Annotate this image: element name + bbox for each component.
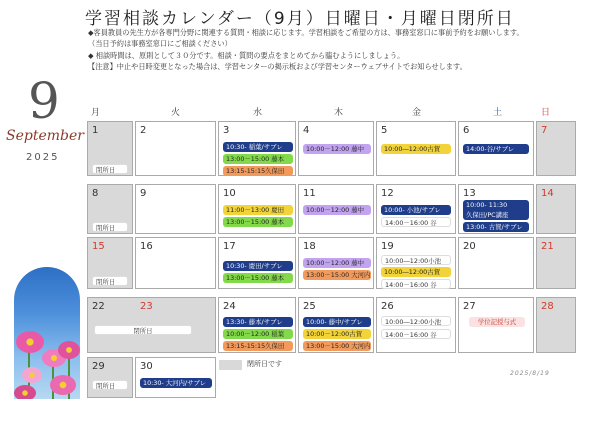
- signature-date: 2025/8/19: [510, 370, 550, 377]
- day-cell-12[interactable]: [376, 184, 456, 234]
- day-cell-14[interactable]: [536, 184, 576, 234]
- closed-label: 閉所日: [92, 222, 128, 232]
- event-item[interactable]: 11:00－13:00 慶田: [223, 205, 293, 215]
- day-number: 5: [381, 125, 388, 136]
- event-item[interactable]: 10:00- 11:30: [463, 200, 529, 210]
- note-line: ◆客員教員の先生方が各専門分野に関連する質問・相談に応じます。学習相談をご希望の方は、事務室窓口に事前予約をお願いします。: [88, 28, 524, 37]
- day-cell-6[interactable]: [458, 121, 534, 176]
- day-cell-3[interactable]: [218, 121, 296, 176]
- note-line: （当日予約は事務室窓口にご相談ください）: [88, 39, 232, 49]
- day-number: 21: [541, 241, 554, 252]
- day-cell-19[interactable]: [376, 237, 456, 289]
- day-number: 18: [303, 241, 316, 252]
- event-item[interactable]: 10:30- 大河内/サブレ: [140, 378, 212, 388]
- note-line: 【注意】中止や日時変更となった場合は、学習センターの掲示板および学習センターウェブサイトでお知らせします。: [88, 62, 467, 72]
- event-item[interactable]: 13:00－15:00 大河内: [303, 341, 371, 351]
- event-item[interactable]: 13:00－15:00 藤本: [223, 217, 293, 227]
- day-number: 23: [140, 301, 153, 312]
- day-number: 13: [463, 188, 476, 199]
- year-label: 2025: [26, 152, 60, 163]
- day-number: 16: [140, 241, 153, 252]
- event-item[interactable]: 13:30- 藤本/サブレ: [223, 317, 293, 327]
- event-item[interactable]: 10:00―12:00古賀: [381, 144, 451, 154]
- weekday-thu: 木: [334, 108, 344, 118]
- month-number: 9: [28, 72, 60, 130]
- event-item[interactable]: 10:00- 藤中/サブレ: [303, 317, 371, 327]
- cosmos-flower: [50, 375, 76, 395]
- cosmos-flower: [16, 331, 44, 353]
- day-number: 8: [92, 188, 99, 199]
- weekday-fri: 金: [412, 108, 422, 118]
- event-item[interactable]: 13:15-15:15久保田: [223, 166, 293, 176]
- day-cell-4[interactable]: [298, 121, 374, 176]
- day-number: 1: [92, 125, 99, 136]
- day-cell-13[interactable]: [458, 184, 534, 234]
- day-cell-25[interactable]: [298, 297, 374, 353]
- event-item[interactable]: 10:30- 稲葉/サブレ: [223, 142, 293, 152]
- day-number: 9: [140, 188, 147, 199]
- closed-label: 閉所日: [92, 164, 128, 174]
- event-item[interactable]: 久保田/PC講座: [463, 210, 529, 220]
- event-item[interactable]: 13:00- 古賀/サブレ: [463, 222, 529, 232]
- day-number: 24: [223, 301, 236, 312]
- day-cell-5[interactable]: [376, 121, 456, 176]
- day-number: 28: [541, 301, 554, 312]
- day-cell-20[interactable]: [458, 237, 534, 289]
- day-number: 3: [223, 125, 230, 136]
- day-number: 25: [303, 301, 316, 312]
- day-cell-9[interactable]: [135, 184, 216, 234]
- cosmos-flower-photo: [14, 267, 80, 399]
- day-cell-30[interactable]: [135, 357, 216, 398]
- day-number: 29: [92, 361, 105, 372]
- event-item[interactable]: 10:00―12:00小池: [381, 255, 451, 265]
- weekday-mon: 月: [91, 108, 101, 118]
- event-item[interactable]: 14:00－16:00 谷: [381, 329, 451, 339]
- day-cell-22-23[interactable]: [87, 297, 216, 353]
- closed-legend-swatch: [219, 360, 242, 370]
- day-cell-11[interactable]: [298, 184, 374, 234]
- closed-label: 閉所日: [94, 325, 192, 335]
- day-cell-21[interactable]: [536, 237, 576, 289]
- day-number: 10: [223, 188, 236, 199]
- page-title: 学習相談カレンダー（9月）日曜日・月曜日閉所日: [85, 9, 515, 29]
- day-cell-2[interactable]: [135, 121, 216, 176]
- day-number: 30: [140, 361, 153, 372]
- cosmos-flower: [14, 385, 36, 399]
- event-item[interactable]: 13:00－15:00 藤本: [223, 273, 293, 283]
- day-number: 26: [381, 301, 394, 312]
- event-item[interactable]: 10:00－12:00 稲葉: [223, 329, 293, 339]
- closed-label: 閉所日: [92, 380, 128, 390]
- day-cell-26[interactable]: [376, 297, 456, 353]
- day-cell-27[interactable]: [458, 297, 534, 353]
- cosmos-flower: [58, 341, 80, 359]
- event-item[interactable]: 13:00－15:00 大河内: [303, 270, 371, 280]
- weekday-tue: 火: [171, 108, 181, 118]
- notes-block: [88, 27, 593, 73]
- weekday-wed: 水: [253, 108, 263, 118]
- weekday-sat: 土: [493, 108, 503, 118]
- event-item[interactable]: 14:00－16:00 谷: [381, 279, 451, 289]
- day-number: 7: [541, 125, 548, 136]
- day-cell-24[interactable]: [218, 297, 296, 353]
- event-item[interactable]: 10:00－12:00 藤中: [303, 258, 371, 268]
- day-number: 15: [92, 241, 105, 252]
- day-number: 2: [140, 125, 147, 136]
- event-item[interactable]: 14:00-谷/サブレ: [463, 144, 529, 154]
- day-number: 12: [381, 188, 394, 199]
- day-number: 19: [381, 241, 394, 252]
- day-number: 6: [463, 125, 470, 136]
- day-number: 20: [463, 241, 476, 252]
- event-item[interactable]: 10:00－12:00 藤中: [303, 144, 371, 154]
- day-cell-15[interactable]: [87, 237, 133, 289]
- month-name: September: [6, 128, 84, 144]
- event-item[interactable]: 10:00―12:00古賀: [381, 267, 451, 277]
- day-cell-16[interactable]: [135, 237, 216, 289]
- day-cell-1[interactable]: [87, 121, 133, 176]
- closed-label: 閉所日: [92, 276, 128, 286]
- note-line: ◆ 相談時間は、原則として３０分です。相談・質問の要点をまとめてから臨むようにしましょう。: [88, 50, 405, 60]
- day-cell-28[interactable]: [536, 297, 576, 353]
- event-item[interactable]: 13:15-15:15久保田: [223, 341, 293, 351]
- event-item[interactable]: 10:00－12:00 藤中: [303, 205, 371, 215]
- day-cell-8[interactable]: [87, 184, 133, 234]
- day-cell-18[interactable]: [298, 237, 374, 289]
- day-cell-17[interactable]: [218, 237, 296, 289]
- day-cell-10[interactable]: [218, 184, 296, 234]
- event-item[interactable]: 13:00－15:00 藤本: [223, 154, 293, 164]
- day-number: 17: [223, 241, 236, 252]
- event-item[interactable]: 14:00－16:00 谷: [381, 217, 451, 227]
- day-cell-7[interactable]: [536, 121, 576, 176]
- day-number: 14: [541, 188, 554, 199]
- day-number: 11: [303, 188, 316, 199]
- weekday-sun: 日: [541, 108, 551, 118]
- day-number: 27: [463, 301, 476, 312]
- day-number: 22: [92, 301, 105, 312]
- cosmos-flower: [22, 367, 42, 383]
- day-number: 4: [303, 125, 310, 136]
- event-item[interactable]: 学位記授与式: [469, 317, 525, 327]
- event-item[interactable]: 10:30- 慶田/サブレ: [223, 261, 293, 271]
- closed-legend-label: 閉所日です: [247, 360, 282, 368]
- event-item[interactable]: 10:00- 小池/サブレ: [381, 205, 451, 215]
- day-cell-29[interactable]: [87, 357, 133, 398]
- event-item[interactable]: 10:00－12:00古賀: [303, 329, 371, 339]
- event-item[interactable]: 10:00―12:00小池: [381, 316, 451, 326]
